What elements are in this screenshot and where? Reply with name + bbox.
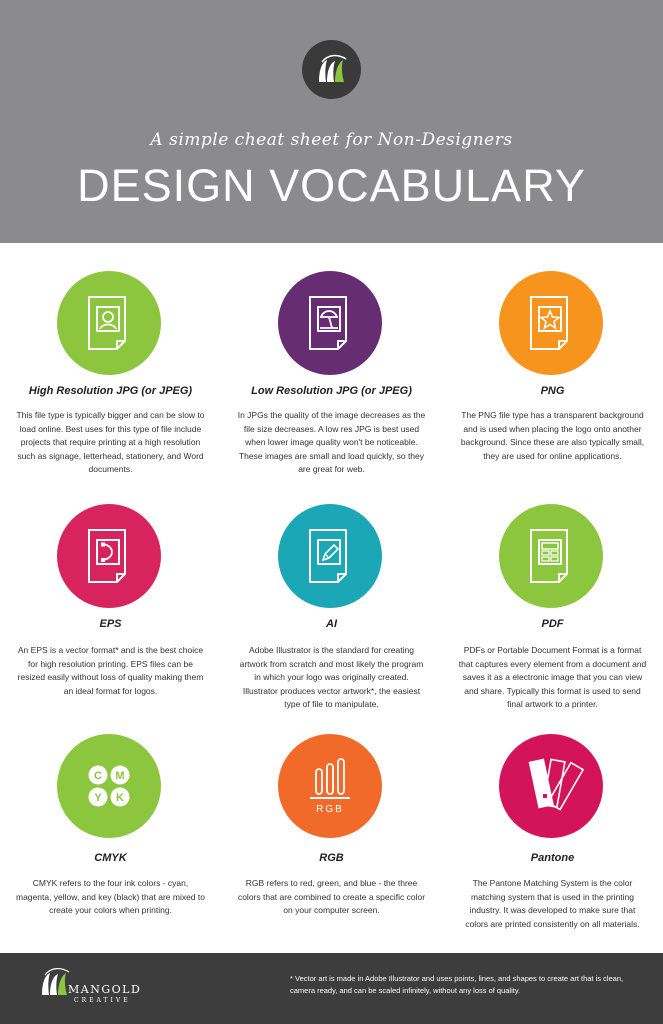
rgb-bars-icon <box>278 734 382 838</box>
footer-brand: MANGOLD <box>68 983 142 996</box>
vocab-description: PDFs or Portable Document Format is a format that captures every element from a document and saves it as a electronic image that you can view and share. Typically this format is used to send final artwork to a printer. <box>458 645 647 709</box>
footer <box>0 953 663 1024</box>
swatch-fan-icon <box>499 734 603 838</box>
beach-umbrella-file-icon <box>278 271 382 375</box>
page-title: DESIGN VOCABULARY <box>77 160 586 211</box>
tagline: A simple cheat sheet for Non-Designers <box>150 130 513 150</box>
vocab-title: High Resolution JPG (or JPEG) <box>28 385 193 397</box>
cmyk-letter-m: M <box>115 770 125 782</box>
vocab-title: AI <box>326 618 337 630</box>
vocab-title: Pantone <box>530 852 575 864</box>
vocab-title: EPS <box>99 618 122 630</box>
cmyk-letter-y: Y <box>94 792 102 804</box>
vocab-title: Low Resolution JPG (or JPEG) <box>251 385 412 397</box>
cmyk-letter-c: C <box>94 770 102 782</box>
vocab-description: The PNG file type has a transparent background and is used when placing the logo onto another background. Since these are also typically small, they are used for online applications. <box>460 410 645 461</box>
vocab-title: PNG <box>540 385 565 397</box>
cmyk-letter-k: K <box>116 792 124 804</box>
vocabulary-grid <box>0 243 663 953</box>
star-file-icon <box>499 271 603 375</box>
footer-brand-sub: CREATIVE <box>74 997 131 1004</box>
vocab-title: PDF <box>541 618 564 630</box>
document-layout-file-icon <box>499 504 603 608</box>
vocab-description: In JPGs the quality of the image decreases as the file size decreases. A low res JPG is best used when lower image quality won't be noticeable. These images are small and load quickly, so they are great for web. <box>237 410 426 474</box>
rgb-label: RGB <box>316 804 344 815</box>
vocab-description: This file type is typically bigger and can be slow to load online. Best uses for this type of file include projects that require printing at a high resolution such as signage, letterhead, stationery, and Word documents. <box>16 410 205 474</box>
vector-curve-file-icon <box>57 504 161 608</box>
header-banner <box>0 0 663 243</box>
vocab-title: CMYK <box>94 852 127 864</box>
vocab-description: The Pantone Matching System is the color matching system that is used in the printing industry. It was developed to make sure that colors are printed consistently on all materials. <box>465 878 640 929</box>
pencil-file-icon <box>278 504 382 608</box>
vector-footnote: * Vector art is made in Adobe Illustrator and uses points, lines, and shapes to create art that is clean, camera ready, and can be scaled infinitely, without any loss of quality. <box>290 974 624 995</box>
vocab-description: CMYK refers to the four ink colors - cyan, magenta, yellow, and key (black) that are mixed to create your colors when printing. <box>16 878 205 915</box>
photo-file-icon <box>57 271 161 375</box>
mangold-m-icon <box>302 40 361 99</box>
vocab-title: RGB <box>319 852 344 864</box>
vocab-description: RGB refers to red, green, and blue - the three colors that are combined to create a specific color on your computer screen. <box>237 878 426 915</box>
vocab-description: Adobe Illustrator is the standard for creating artwork from scratch and most likely the program in which your logo was originally created. Illustrator produces vector artwork*, the easiest type of file to manipulate. <box>239 645 424 709</box>
cmyk-dots-icon <box>57 734 161 838</box>
vocab-description: An EPS is a vector format* and is the best choice for high resolution printing. EPS files can be resized easily without loss of quality making them an ideal format for logos. <box>17 645 204 696</box>
